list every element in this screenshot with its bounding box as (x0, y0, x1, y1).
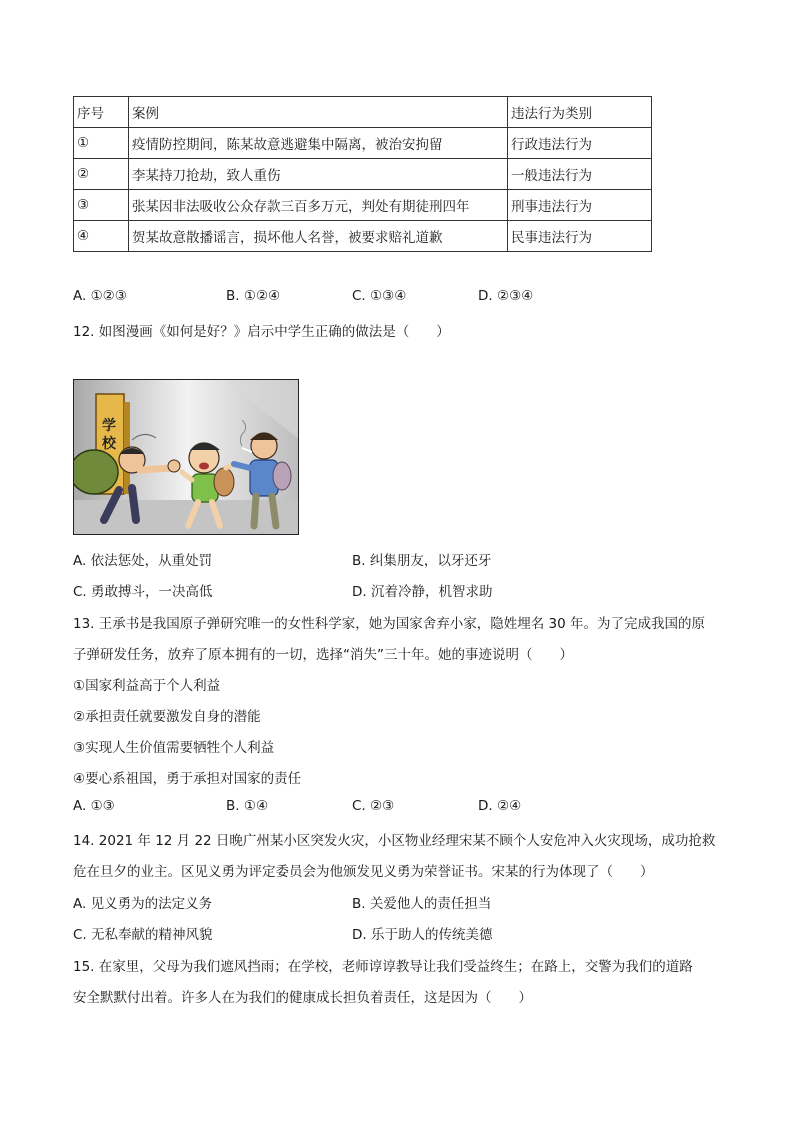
q11-option-d[interactable]: D. ②③④ (478, 288, 534, 304)
table-row (74, 221, 652, 252)
q12-option-b[interactable]: B. 纠集朋友，以牙还牙 (352, 553, 492, 569)
row-index: ① (74, 128, 129, 159)
q14-stem-line1: 14. 2021 年 12 月 22 日晚广州某小区突发火灾，小区物业经理宋某不顾个人安危冲入火灾现场，成功抢救 (73, 833, 716, 849)
q11-option-b[interactable]: B. ①②④ (226, 288, 281, 304)
table-row (74, 190, 652, 221)
q13-option-b[interactable]: B. ①④ (226, 798, 269, 814)
row-category: 行政违法行为 (508, 128, 652, 159)
row-category: 一般违法行为 (508, 159, 652, 190)
cartoon-image (73, 379, 299, 535)
header-index: 序号 (74, 97, 129, 128)
q15-stem-line1: 15. 在家里，父母为我们遮风挡雨；在学校，老师谆谆教导让我们受益终生；在路上，交警为我们的道路 (73, 959, 693, 975)
q14-option-a[interactable]: A. 见义勇为的法定义务 (73, 896, 213, 912)
row-category: 刑事违法行为 (508, 190, 652, 221)
q14-option-d[interactable]: D. 乐于助人的传统美德 (352, 927, 493, 943)
q14-stem-line2: 危在旦夕的业主。区见义勇为评定委员会为他颁发见义勇为荣誉证书。宋某的行为体现了（ ） (73, 864, 654, 880)
q13-statement-4: ④要心系祖国，勇于承担对国家的责任 (73, 771, 302, 787)
row-case: 疫情防控期间，陈某故意逃避集中隔离，被治安拘留 (129, 128, 508, 159)
q13-stem-line1: 13. 王承书是我国原子弹研究唯一的女性科学家，她为国家舍弃小家，隐姓埋名 30 年。为了完成我国的原 (73, 616, 706, 632)
q14-option-c[interactable]: C. 无私奉献的精神风貌 (73, 927, 213, 943)
cartoon-sign-char: 校 (102, 436, 116, 452)
q13-statement-3: ③实现人生价值需要牺牲个人利益 (73, 740, 275, 756)
q11-option-a[interactable]: A. ①②③ (73, 288, 127, 304)
q15-stem-line2: 安全默默付出着。许多人在为我们的健康成长担负着责任，这是因为（ ） (73, 990, 532, 1006)
row-index: ④ (74, 221, 129, 252)
case-table (73, 96, 652, 252)
q13-option-a[interactable]: A. ①③ (73, 798, 115, 814)
q13-statement-2: ②承担责任就要激发自身的潜能 (73, 709, 261, 725)
q11-option-c[interactable]: C. ①③④ (352, 288, 407, 304)
q14-option-b[interactable]: B. 关爱他人的责任担当 (352, 896, 492, 912)
row-case: 贺某故意散播谣言，损坏他人名誉，被要求赔礼道歉 (129, 221, 508, 252)
row-case: 张某因非法吸收公众存款三百多万元，判处有期徒刑四年 (129, 190, 508, 221)
header-category: 违法行为类别 (508, 97, 652, 128)
table-row (74, 159, 652, 190)
cartoon-illustration (74, 380, 299, 535)
q13-statement-1: ①国家利益高于个人利益 (73, 678, 221, 694)
row-index: ③ (74, 190, 129, 221)
q12-option-d[interactable]: D. 沉着冷静，机智求助 (352, 584, 493, 600)
cartoon-sign-char: 学 (102, 418, 116, 434)
q13-option-d[interactable]: D. ②④ (478, 798, 522, 814)
q12-option-c[interactable]: C. 勇敢搏斗，一决高低 (73, 584, 213, 600)
row-case: 李某持刀抢劫，致人重伤 (129, 159, 508, 190)
row-index: ② (74, 159, 129, 190)
header-case: 案例 (129, 97, 508, 128)
table-row (74, 128, 652, 159)
q13-stem-line2: 子弹研发任务，放弃了原本拥有的一切，选择“消失”三十年。她的事迹说明（ ） (73, 647, 573, 663)
q12-option-a[interactable]: A. 依法惩处，从重处罚 (73, 553, 213, 569)
row-category: 民事违法行为 (508, 221, 652, 252)
q12-stem: 12. 如图漫画《如何是好？》启示中学生正确的做法是（ ） (73, 324, 450, 340)
table-header-row (74, 97, 652, 128)
q13-option-c[interactable]: C. ②③ (352, 798, 395, 814)
